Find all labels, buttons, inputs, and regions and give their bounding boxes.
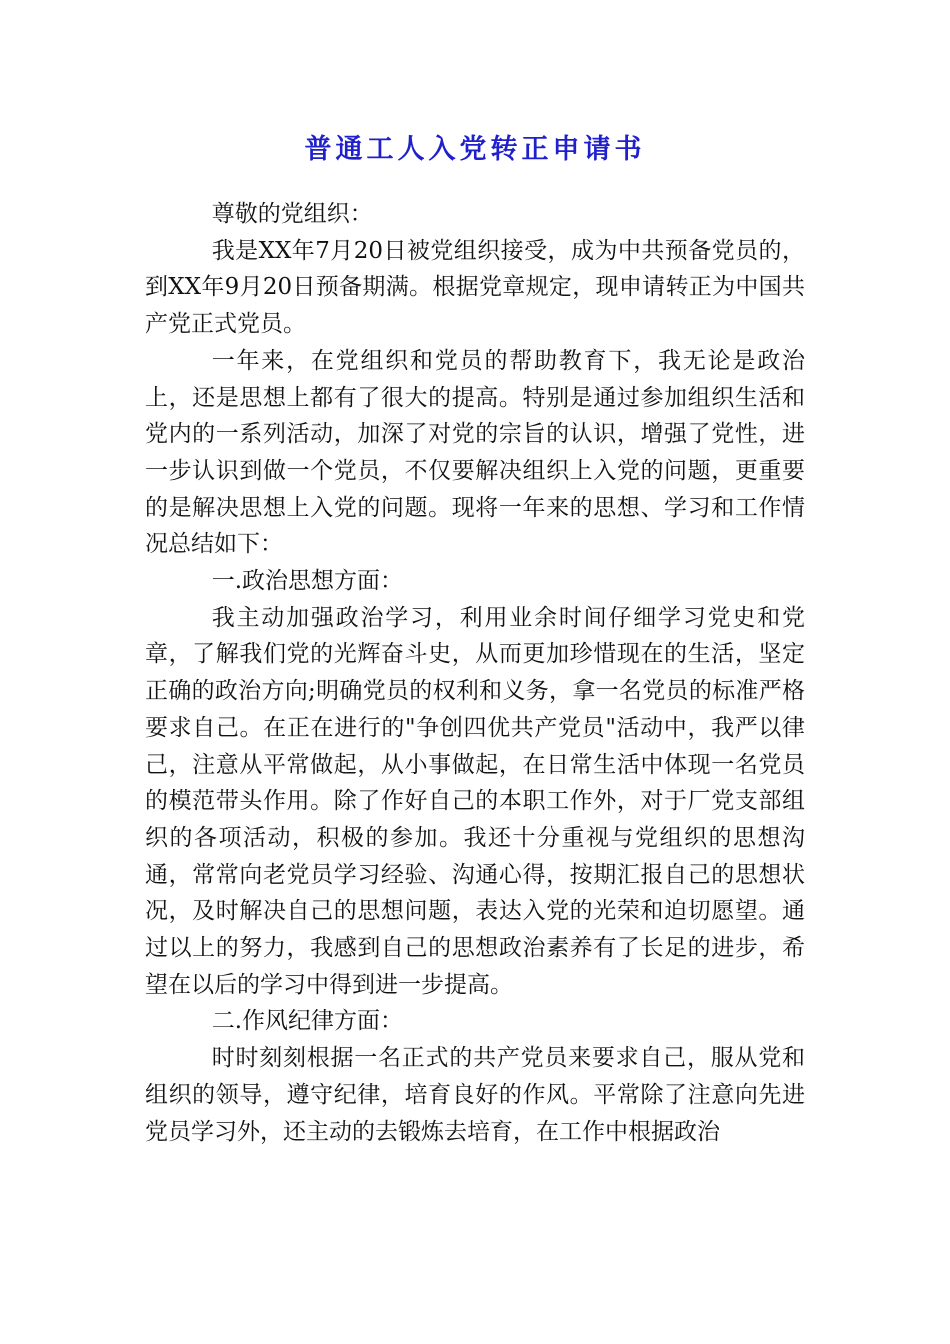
document-title: 普通工人入党转正申请书 bbox=[304, 134, 646, 165]
paragraph-discipline: 时时刻刻根据一名正式的共产党员来要求自己，服从党和组织的领导，遵守纪律，培育良好的作风。平常除了注意向先进党员学习外，还主动的去锻炼去培育，在工作中根据政治 bbox=[145, 1045, 805, 1145]
paragraph-summary: 一年来，在党组织和党员的帮助教育下，我无论是政治上，还是思想上都有了很大的提高。特别是通过参加组织生活和党内的一系列活动，加深了对党的宗旨的认识，增强了党性，进一步认识到做一个党员，不仅要解决组织上入党的问题，更重要的是解决思想上入党的问题。现将一年来的思想、学习和工作情况总结如下： bbox=[145, 347, 805, 558]
paragraph-political: 我主动加强政治学习，利用业余时间仔细学习党史和党章，了解我们党的光辉奋斗史，从而更加珍惜现在的生活，坚定正确的政治方向;明确党员的权利和义务，拿一名党员的标准严格要求自己。在正在进行的"争创四优共产党员"活动中，我严以律己，注意从平常做起，从小事做起，在日常生活中体现一名党员的模范带头作用。除了作好自己的本职工作外，对于厂党支部组织的各项活动，积极的参加。我还十分重视与党组织的思想沟通，常常向老党员学习经验、沟通心得，按期汇报自己的思想状况，及时解决自己的思想问题，表达入党的光荣和迫切愿望。通过以上的努力，我感到自己的思想政治素养有了长足的进步，希望在以后的学习中得到进一步提高。 bbox=[145, 604, 805, 998]
paragraph-intro: 我是XX年7月20日被党组织接受，成为中共预备党员的，到XX年9月20日预备期满。根据党章规定，现申请转正为中国共产党正式党员。 bbox=[145, 237, 805, 338]
salutation: 尊敬的党组织： bbox=[211, 201, 373, 227]
section-heading-political: 一.政治思想方面： bbox=[211, 568, 403, 595]
document-body bbox=[145, 196, 805, 1150]
section-heading-discipline: 二.作风纪律方面： bbox=[211, 1008, 403, 1035]
